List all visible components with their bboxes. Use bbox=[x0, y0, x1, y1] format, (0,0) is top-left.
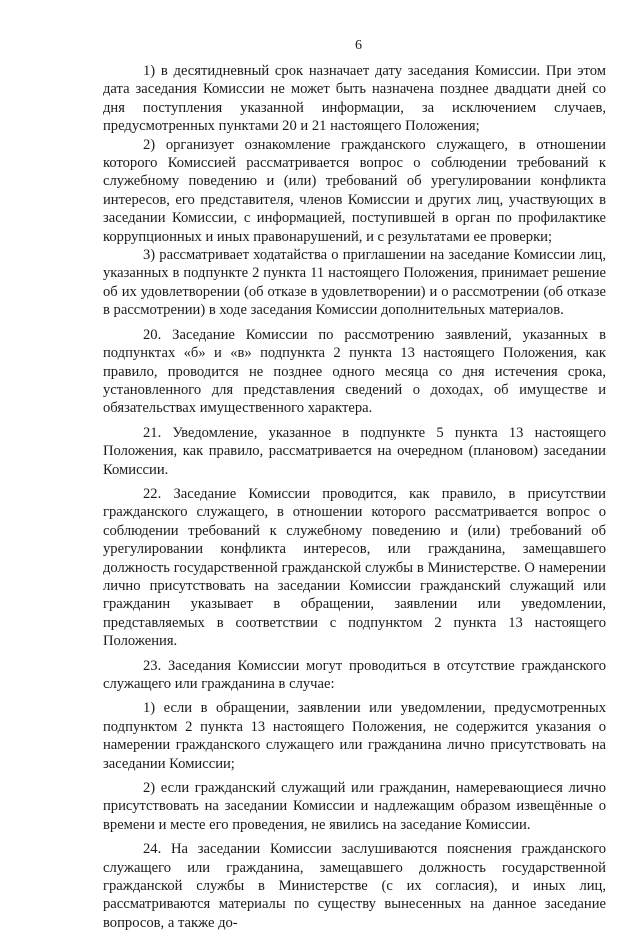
paragraph: 20. Заседание Комиссии по рассмотрению заявлений, указанных в подпунктах «б» и «в» подпункта 2 пункта 13 настоящего Положения, как правило, проводится не позднее одного месяца со дня истечения срока, установленного для представления сведений о доходах, об имуществе и обязательствах имущественного характера. bbox=[103, 326, 606, 417]
paragraph: 3) рассматривает ходатайства о приглашении на заседание Комиссии лиц, указанных в подпункте 2 пункта 11 настоящего Положения, принимает решение об их удовлетворении (об отказе в удовлетворении) и о рассмотрении (об отказе в рассмотрении) в ходе заседания Комиссии дополнительных материалов. bbox=[103, 247, 606, 319]
paragraph: 22. Заседание Комиссии проводится, как правило, в присутствии гражданского служащего, в отношении которого рассматривается вопрос о соблюдении требований к служебному поведению и (или) требований об урегулировании конфликта интересов, или гражданина, замещавшего должность государственной гражданской службы в Министерстве. О намерении лично присутствовать на заседании Комиссии гражданский служащий или гражданин указывает в обращении, заявлении или уведомлении, представляемых в соответствии с подпунктом 2 пункта 13 настоящего Положения. bbox=[103, 485, 606, 650]
page-number: 6 bbox=[355, 38, 362, 53]
paragraph: 1) если в обращении, заявлении или уведомлении, предусмотренных подпунктом 2 пункта 13 настоящего Положения, не содержится указания о намерении гражданского служащего или гражданина лично присутствовать на заседании Комиссии; bbox=[103, 700, 606, 772]
paragraph: 24. На заседании Комиссии заслушиваются пояснения гражданского служащего или гражданина, замещавшего должность государственной гражданской службы в Министерстве (с их согласия), и иных лиц, рассматриваются материалы по существу вынесенных на данное заседание вопросов, а также до- bbox=[103, 841, 606, 931]
paragraph: 21. Уведомление, указанное в подпункте 5 пункта 13 настоящего Положения, как правило, рассматривается на очередном (плановом) заседании Комиссии. bbox=[103, 424, 606, 478]
document-body bbox=[103, 62, 606, 932]
paragraph: 2) организует ознакомление гражданского служащего, в отношении которого Комиссией рассматривается вопрос о соблюдении требований к служебному поведению и (или) требований об урегулировании конфликта интересов, его представителя, членов Комиссии и других лиц, участвующих в заседании Комиссии, с информацией, поступившей в орган по профилактике коррупционных и иных правонарушений, и с результатами ее проверки; bbox=[103, 136, 606, 245]
paragraph: 23. Заседания Комиссии могут проводиться в отсутствие гражданского служащего или гражданина в случае: bbox=[103, 657, 606, 692]
paragraph: 1) в десятидневный срок назначает дату заседания Комиссии. При этом дата заседания Комиссии не может быть назначена позднее двадцати дней со дня поступления указанной информации, за исключением случаев, предусмотренных пунктами 20 и 21 настоящего Положения; bbox=[103, 63, 606, 135]
paragraph: 2) если гражданский служащий или гражданин, намеревающиеся лично присутствовать на заседании Комиссии и надлежащим образом извещённые о времени и месте его проведения, не явились на заседание Комиссии. bbox=[103, 780, 606, 833]
